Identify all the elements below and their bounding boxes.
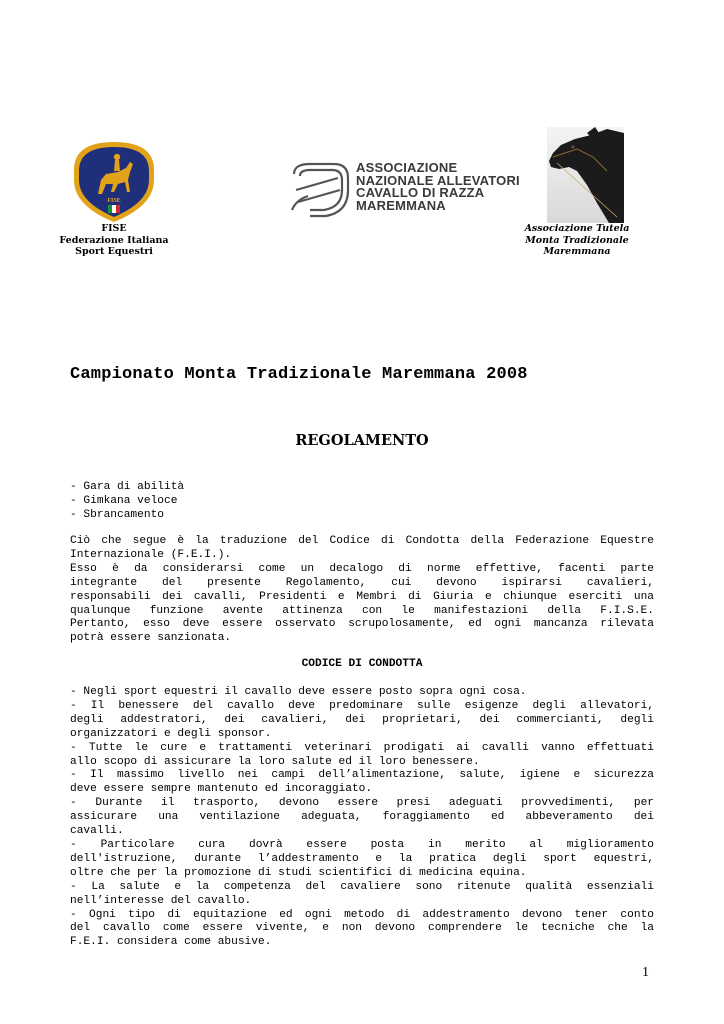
text-line: - Negli sport equestri il cavallo deve essere posto sopra ogni cosa. (70, 686, 527, 698)
text-line: organizzatori e degli sponsor. (70, 727, 272, 740)
document-subtitle: REGOLAMENTO (295, 432, 429, 449)
anacrm-logo-line: ASSOCIAZIONE (356, 160, 458, 175)
text-line: dell'istruzione, durante l’addestramento e la pratica degli sport equestri, (70, 852, 654, 865)
list-item: - Gimkana veloce (70, 495, 178, 507)
text-line: - Tutte le cure e trattamenti veterinari prodigati ai cavalli vanno effettuati (70, 741, 654, 754)
atm-caption-line: Associazione Tutela (524, 223, 630, 234)
text-line: - Particolare cura dovrà essere posta in merito al miglioramento (70, 838, 654, 851)
fise-logo-text: FISE (107, 198, 121, 204)
text-line: Internazionale (F.E.I.). (70, 548, 232, 561)
page-number: 1 (642, 965, 649, 980)
text-line: degli addestratori, dei cavalieri, dei proprietari, dei commercianti, degli (70, 713, 654, 726)
fise-caption-line: Federazione Italiana (59, 234, 169, 246)
text-line: - Durante il trasporto, devono essere presi adeguati provvedimenti, per (70, 797, 654, 810)
fise-caption (54, 223, 174, 258)
text-line: responsabili dei cavalli, Presidenti e Membri di Giuria e chiunque eserciti una (70, 590, 654, 603)
text-line: cavalli. (70, 825, 124, 838)
text-line: - Il massimo livello nei campi dell’alimentazione, salute, igiene e sicurezza (70, 769, 654, 782)
fise-caption-line: Sport Equestri (75, 246, 153, 257)
text-line: F.E.I. considera come abusive. (70, 936, 272, 949)
fise-caption-line: FISE (101, 223, 127, 234)
list-item: - Sbrancamento (70, 509, 164, 521)
text-line: del cavallo come essere vivente, e non devono comprendere le tecniche che la (70, 922, 654, 935)
anacrm-logo-line: NAZIONALE ALLEVATORI (356, 172, 520, 188)
anacrm-logo-line: MAREMMANA (356, 197, 446, 213)
atm-caption-line: Monta Tradizionale (525, 234, 629, 246)
text-line: Ciò che segue è la traduzione del Codice di Condotta della Federazione Equestre (70, 535, 654, 547)
horse-head-photo (547, 127, 624, 223)
document-title: Campionato Monta Tradizionale Maremmana 2008 (70, 365, 528, 384)
intro-paragraph (70, 535, 654, 646)
atm-caption-line: Maremmana (543, 246, 611, 257)
text-line: Esso è da considerarsi come un decalogo di norme effettive, facenti parte (70, 562, 654, 575)
codice-section-title: CODICE DI CONDOTTA (301, 658, 423, 670)
text-line: potrà essere sanzionata. (70, 632, 232, 645)
text-line: deve essere sempre mantenuto ed incoraggiato. (70, 783, 373, 796)
list-item: - Gara di abilità (70, 481, 185, 493)
text-line: qualunque funzione avente attinenza con le manifestazioni della F.I.S.E. (70, 604, 654, 617)
text-line: nell’interesse del cavallo. (70, 894, 252, 907)
text-line: integrante del presente Regolamento, cui devono ispirarsi cavalieri, (70, 576, 654, 589)
text-line: Pertanto, esso deve essere osservato scrupolosamente, ed ogni mancanza rilevata (70, 618, 654, 631)
text-line: allo scopo di assicurare la loro salute ed il loro benessere. (70, 755, 480, 768)
atm-caption (522, 223, 632, 258)
fise-logo (70, 140, 158, 224)
text-line: - Il benessere del cavallo deve predominare sulle esigenze degli allevatori, (70, 699, 654, 712)
events-list (70, 480, 184, 522)
codice-paragraph (70, 686, 654, 950)
text-line: - Ogni tipo di equitazione ed ogni metodo di addestramento devono tener conto (70, 908, 654, 921)
text-line: assicurare una ventilazione adeguata, foraggiamento ed abbeveramento dei (70, 811, 654, 824)
text-line: - La salute e la competenza del cavaliere sono ritenute qualità essenziali (70, 880, 654, 893)
anacrm-logo-text (356, 162, 520, 212)
text-line: oltre che per la promozione di studi scientifici di medicina equina. (70, 866, 527, 879)
anacrm-logo-line: CAVALLO DI RAZZA (356, 185, 485, 201)
